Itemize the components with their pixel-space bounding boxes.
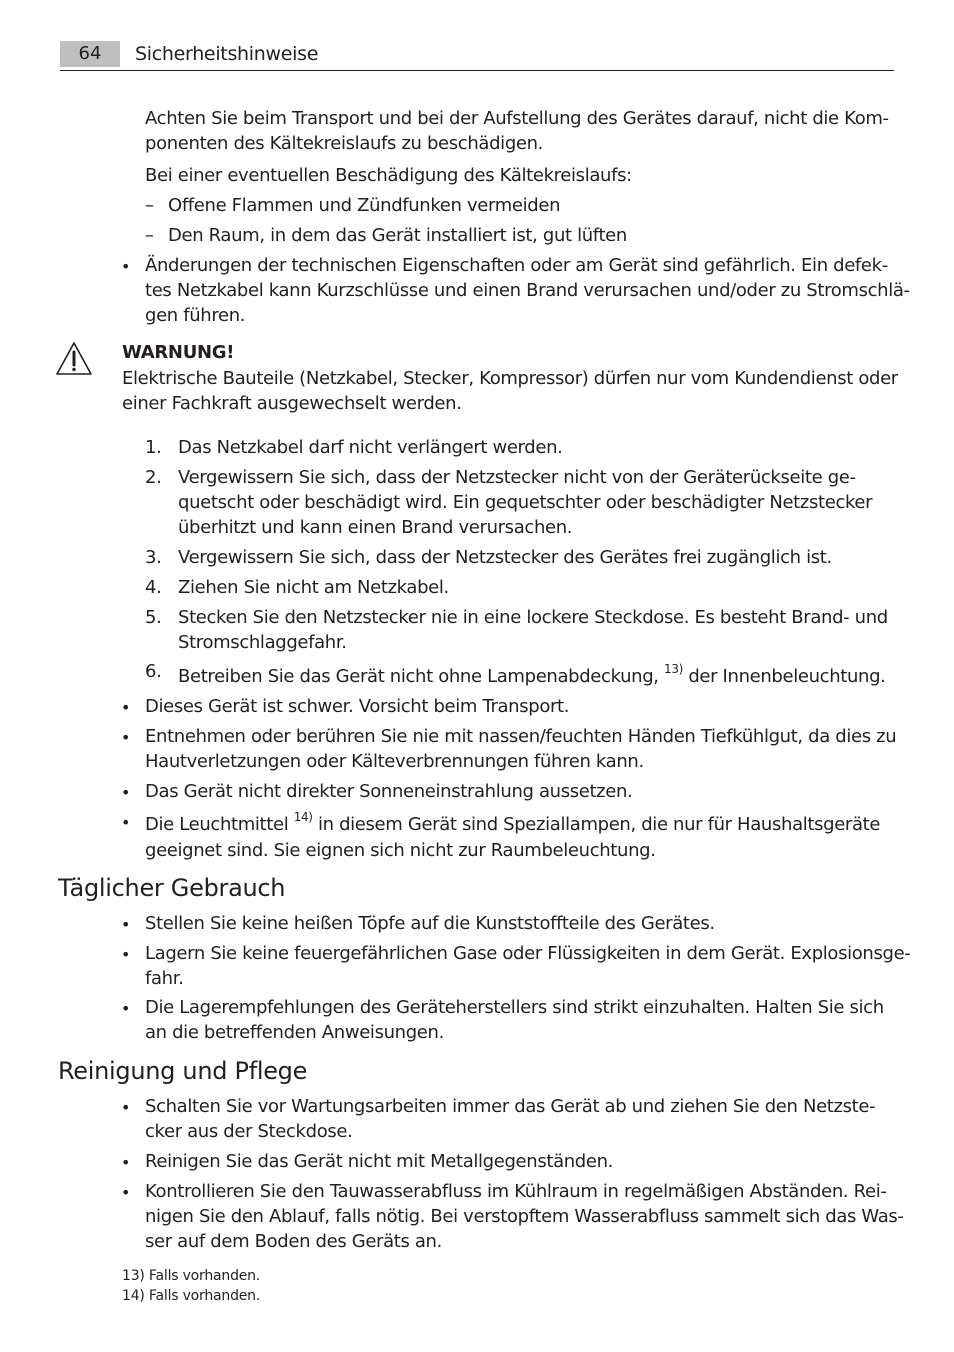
bullet-marker: • bbox=[121, 999, 131, 1018]
list-number: 2. bbox=[145, 467, 162, 488]
page-number: 64 bbox=[60, 41, 120, 67]
bullet-text-line: nigen Sie den Ablauf, falls nötig. Bei verstopftem Wasserabfluss sammelt sich das Was- bbox=[145, 1206, 904, 1227]
bullet-marker: • bbox=[121, 728, 131, 747]
bullet-marker: • bbox=[121, 813, 131, 832]
bullet-marker: • bbox=[121, 783, 131, 802]
numbered-item-line: Vergewissern Sie sich, dass der Netzstecker nicht von der Geräterückseite ge- bbox=[178, 467, 856, 488]
bullet-text-line: gen führen. bbox=[145, 305, 246, 326]
numbered-item-text: Betreiben Sie das Gerät nicht ohne Lampenabdeckung, bbox=[178, 666, 659, 687]
bullet-text-line: tes Netzkabel kann Kurzschlüsse und einen Brand verursachen und/oder zu Stromschlä- bbox=[145, 280, 910, 301]
intro-paragraph-line: ponenten des Kältekreislaufs zu beschädigen. bbox=[145, 133, 544, 154]
footnote: 14) Falls vorhanden. bbox=[122, 1288, 261, 1304]
bullet-text-line: Entnehmen oder berühren Sie nie mit nassen/feuchten Händen Tiefkühlgut, da dies zu bbox=[145, 726, 897, 747]
bullet-text-line: Reinigen Sie das Gerät nicht mit Metallgegenständen. bbox=[145, 1151, 614, 1172]
bullet-text: Die Leuchtmittel bbox=[145, 814, 289, 835]
list-number: 4. bbox=[145, 577, 162, 598]
numbered-item-line: quetscht oder beschädigt wird. Ein gequetschter oder beschädigter Netzstecker bbox=[178, 492, 873, 513]
footnote-ref[interactable]: 13) bbox=[664, 662, 683, 676]
numbered-item-line bbox=[178, 664, 886, 689]
footnote: 13) Falls vorhanden. bbox=[122, 1268, 261, 1284]
warning-triangle-icon bbox=[55, 341, 93, 377]
bullet-text-line: Das Gerät nicht direkter Sonneneinstrahlung aussetzen. bbox=[145, 781, 633, 802]
section-heading-daily-use: Täglicher Gebrauch bbox=[58, 874, 286, 902]
bullet-text-line: Dieses Gerät ist schwer. Vorsicht beim Transport. bbox=[145, 696, 570, 717]
dash-marker: – bbox=[145, 195, 154, 216]
bullet-text-line: Stellen Sie keine heißen Töpfe auf die Kunststoffteile des Gerätes. bbox=[145, 913, 715, 934]
numbered-item-line: Stromschlaggefahr. bbox=[178, 632, 347, 653]
bullet-text-line: cker aus der Steckdose. bbox=[145, 1121, 353, 1142]
header-rule bbox=[60, 70, 894, 71]
bullet-text-line: Hautverletzungen oder Kälteverbrennungen führen kann. bbox=[145, 751, 644, 772]
bullet-text-line: Kontrollieren Sie den Tauwasserabfluss im Kühlraum in regelmäßigen Abständen. Rei- bbox=[145, 1181, 887, 1202]
bullet-text-line: ser auf dem Boden des Geräts an. bbox=[145, 1231, 442, 1252]
numbered-item-line: Vergewissern Sie sich, dass der Netzstecker des Gerätes frei zugänglich ist. bbox=[178, 547, 832, 568]
warning-text-line: Elektrische Bauteile (Netzkabel, Stecker, Kompressor) dürfen nur vom Kundendienst oder bbox=[122, 368, 898, 389]
bullet-text-line: Lagern Sie keine feuergefährlichen Gase oder Flüssigkeiten in dem Gerät. Explosionsge- bbox=[145, 943, 911, 964]
bullet-text-line: Die Lagerempfehlungen des Geräteherstellers sind strikt einzuhalten. Halten Sie sich bbox=[145, 997, 884, 1018]
bullet-marker: • bbox=[121, 698, 131, 717]
intro-paragraph-line: Achten Sie beim Transport und bei der Aufstellung des Gerätes darauf, nicht die Kom- bbox=[145, 108, 889, 129]
numbered-item-text: der Innenbeleuchtung. bbox=[688, 666, 886, 687]
bullet-marker: • bbox=[121, 915, 131, 934]
numbered-item-line: überhitzt und kann einen Brand verursachen. bbox=[178, 517, 573, 538]
bullet-marker: • bbox=[121, 1183, 131, 1202]
bullet-marker: • bbox=[121, 257, 131, 276]
bullet-text: in diesem Gerät sind Speziallampen, die nur für Haushaltsgeräte bbox=[318, 814, 881, 835]
warning-text-line: einer Fachkraft ausgewechselt werden. bbox=[122, 393, 462, 414]
section-header-title: Sicherheitshinweise bbox=[135, 43, 319, 65]
bullet-marker: • bbox=[121, 1153, 131, 1172]
dash-marker: – bbox=[145, 225, 154, 246]
intro-paragraph-2: Bei einer eventuellen Beschädigung des Kältekreislaufs: bbox=[145, 165, 632, 186]
bullet-text-line bbox=[145, 812, 880, 837]
bullet-text-line: Schalten Sie vor Wartungsarbeiten immer das Gerät ab und ziehen Sie den Netzste- bbox=[145, 1096, 876, 1117]
list-number: 5. bbox=[145, 607, 162, 628]
numbered-item-line: Stecken Sie den Netzstecker nie in eine lockere Steckdose. Es besteht Brand- und bbox=[178, 607, 888, 628]
bullet-text-line: Änderungen der technischen Eigenschaften oder am Gerät sind gefährlich. Ein defek- bbox=[145, 255, 888, 276]
bullet-marker: • bbox=[121, 945, 131, 964]
dash-item: Offene Flammen und Zündfunken vermeiden bbox=[168, 195, 561, 216]
section-heading-cleaning: Reinigung und Pflege bbox=[58, 1057, 308, 1085]
list-number: 3. bbox=[145, 547, 162, 568]
numbered-item-line: Das Netzkabel darf nicht verlängert werden. bbox=[178, 437, 563, 458]
warning-title: WARNUNG! bbox=[122, 342, 235, 363]
footnote-ref[interactable]: 14) bbox=[293, 810, 313, 824]
bullet-text-line: geeignet sind. Sie eignen sich nicht zur Raumbeleuchtung. bbox=[145, 840, 656, 861]
list-number: 6. bbox=[145, 661, 162, 682]
numbered-item-line: Ziehen Sie nicht am Netzkabel. bbox=[178, 577, 449, 598]
dash-item: Den Raum, in dem das Gerät installiert ist, gut lüften bbox=[168, 225, 627, 246]
bullet-text-line: fahr. bbox=[145, 968, 184, 989]
bullet-text-line: an die betreffenden Anweisungen. bbox=[145, 1022, 444, 1043]
bullet-marker: • bbox=[121, 1098, 131, 1117]
list-number: 1. bbox=[145, 437, 162, 458]
